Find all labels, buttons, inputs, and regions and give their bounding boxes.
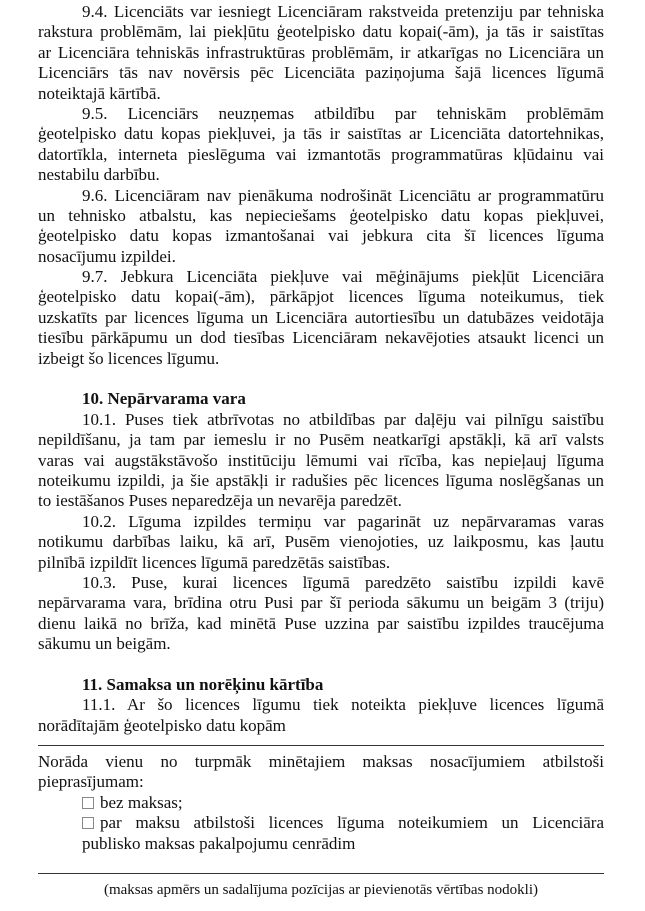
paragraph-11-1: [38, 695, 604, 736]
text-line: 9.4. Licenciāts var iesniegt Licenciāram rakstveida pretenziju par tehniska: [82, 2, 604, 21]
text-line: noteiktajā kārtībā.: [38, 83, 161, 103]
text-line: datortīkla, interneta pieslēguma vai izmantotās programmatūras kļūdainu vai: [38, 144, 604, 164]
section-9: [38, 2, 604, 369]
text-line: 9.6. Licenciāram nav pienākuma nodrošināt Licenciātu ar programmatūru: [82, 185, 604, 205]
text-line: 9.7. Jebkura Licenciāta piekļuve vai mēģinājums piekļūt Licenciāra: [82, 267, 604, 287]
text-line: 11.1. Ar šo licences līgumu tiek noteikta piekļuve licences līgumā: [82, 695, 604, 715]
text-line: uzskatīts par licences līguma un Licenciāra autortiesību un datubāzes veidotāja: [38, 307, 604, 327]
text-line: notikumu darbības laiku, kā arī, Pusēm vienojoties, uz laikposmu, kas ļautu: [38, 532, 604, 552]
paragraph-10-2: [38, 512, 604, 573]
text-line: pilnībā izpildīt licences līgumā paredzētās saistības.: [38, 552, 391, 572]
text-line: ģeotelpisko datu kopai(-ām), pārkāpjot licences līguma noteikumus, tiek: [38, 287, 604, 307]
fill-in-line-payment[interactable]: [38, 873, 604, 874]
payment-option: [82, 813, 604, 854]
text-line: sākumu un beigām.: [38, 634, 171, 654]
option-line: publisko maksas pakalpojumu cenrādim: [82, 833, 356, 853]
text-line: Norāda vienu no turpmāk minētajiem maksas nosacījumiem atbilstoši: [38, 752, 604, 772]
option-line: [82, 793, 604, 813]
payment-caption: (maksas apmērs un sadalījuma pozīcijas ar pievienotās vērtības nodokli): [103, 882, 539, 899]
payment-options: [38, 793, 604, 854]
text-line: nestabilu darbību.: [38, 165, 160, 185]
checkbox-icon[interactable]: [82, 817, 94, 829]
checkbox-icon[interactable]: [82, 797, 94, 809]
text-line: to iestāšanos Puses neparedzēja un nevarēja paredzēt.: [38, 491, 402, 511]
fill-in-line-datasets[interactable]: [38, 745, 604, 746]
text-line: 9.5. Licenciārs neuzņemas atbildību par tehniskām problēmām: [82, 103, 604, 123]
text-line: 10.3. Puse, kurai licences līgumā paredzēto saistību izpildi kavē: [82, 572, 604, 592]
paragraph-9-7: [38, 267, 604, 369]
paragraph-10-3: [38, 573, 604, 655]
text-line: un tehnisko atbalstu, kas nepieciešams ģeotelpisko datu kopas piekļuvei,: [38, 205, 604, 225]
section-11: [38, 695, 604, 736]
text-line: 10.1. Puses tiek atbrīvotas no atbildības par daļēju vai pilnīgu saistību: [82, 409, 604, 429]
option-label: bez maksas;: [100, 792, 183, 812]
text-line: norādītajām ģeotelpisko datu kopām: [38, 715, 286, 735]
text-line: varas vai augstākstāvošo institūciju lēmumi vai rīcība, kas nepieļauj līguma: [38, 450, 604, 470]
payment-option: [82, 793, 604, 813]
document-page: [38, 2, 604, 900]
paragraph-9-4: [38, 2, 604, 104]
text-line: ģeotelpisko datu kopas izmantošanai vai jebkura cita šī licences līguma: [38, 226, 604, 246]
text-line: nosacījumu izpildei.: [38, 246, 176, 266]
text-line: ar Licenciāra tehniskās infrastruktūras problēmām, ir atkarīgas no Licenciāra un: [38, 42, 604, 62]
paragraph-10-1: [38, 410, 604, 512]
text-line: nepildīšanu, ja tam par iemeslu ir no Pusēm neatkarīgi apstākļi, kā arī valsts: [38, 430, 604, 450]
text-line: pieprasījumam:: [38, 772, 144, 792]
text-line: ģeotelpisko datu kopas piekļuvei, ja tās ir saistītas ar Licenciāta datortehnikas,: [38, 124, 604, 144]
section-10: [38, 410, 604, 655]
text-line: rakstura problēmām, lai piekļūtu ģeotelpisko datu kopai(-ām), ja tās ir saistītas: [38, 22, 604, 42]
paragraph-9-6: [38, 186, 604, 268]
section-10-heading: 10. Nepārvarama vara: [82, 389, 246, 409]
payment-instruction: [38, 752, 604, 793]
option-label: par maksu atbilstoši licences līguma noteikumiem un Licenciāra: [100, 813, 604, 833]
text-line: nepārvarama vara, brīdina otru Pusi par šī perioda sākumu un beigām 3 (triju): [38, 593, 604, 613]
text-line: noteikumu izpildi, ja šie apstākļi ir radušies pēc licences līguma noslēgšanas un: [38, 470, 604, 490]
text-line: tiesību pārkāpumu un dod tiesības Licenciāram nekavējoties atsaukt licenci un: [38, 328, 604, 348]
text-line: izbeigt šo licences līgumu.: [38, 348, 220, 368]
text-line: dienu laikā no brīža, kad minētā Puse uzzina par saistību izpildes traucējuma: [38, 613, 604, 633]
option-line: [82, 813, 604, 833]
text-line: Licenciārs tās nav novērsis pēc Licenciāta paziņojuma šajā licences līgumā: [38, 63, 604, 83]
section-11-heading: 11. Samaksa un norēķinu kārtība: [82, 674, 324, 694]
text-line: 10.2. Līguma izpildes termiņu var pagarināt uz nepārvaramas varas: [82, 511, 604, 531]
paragraph-9-5: [38, 104, 604, 186]
